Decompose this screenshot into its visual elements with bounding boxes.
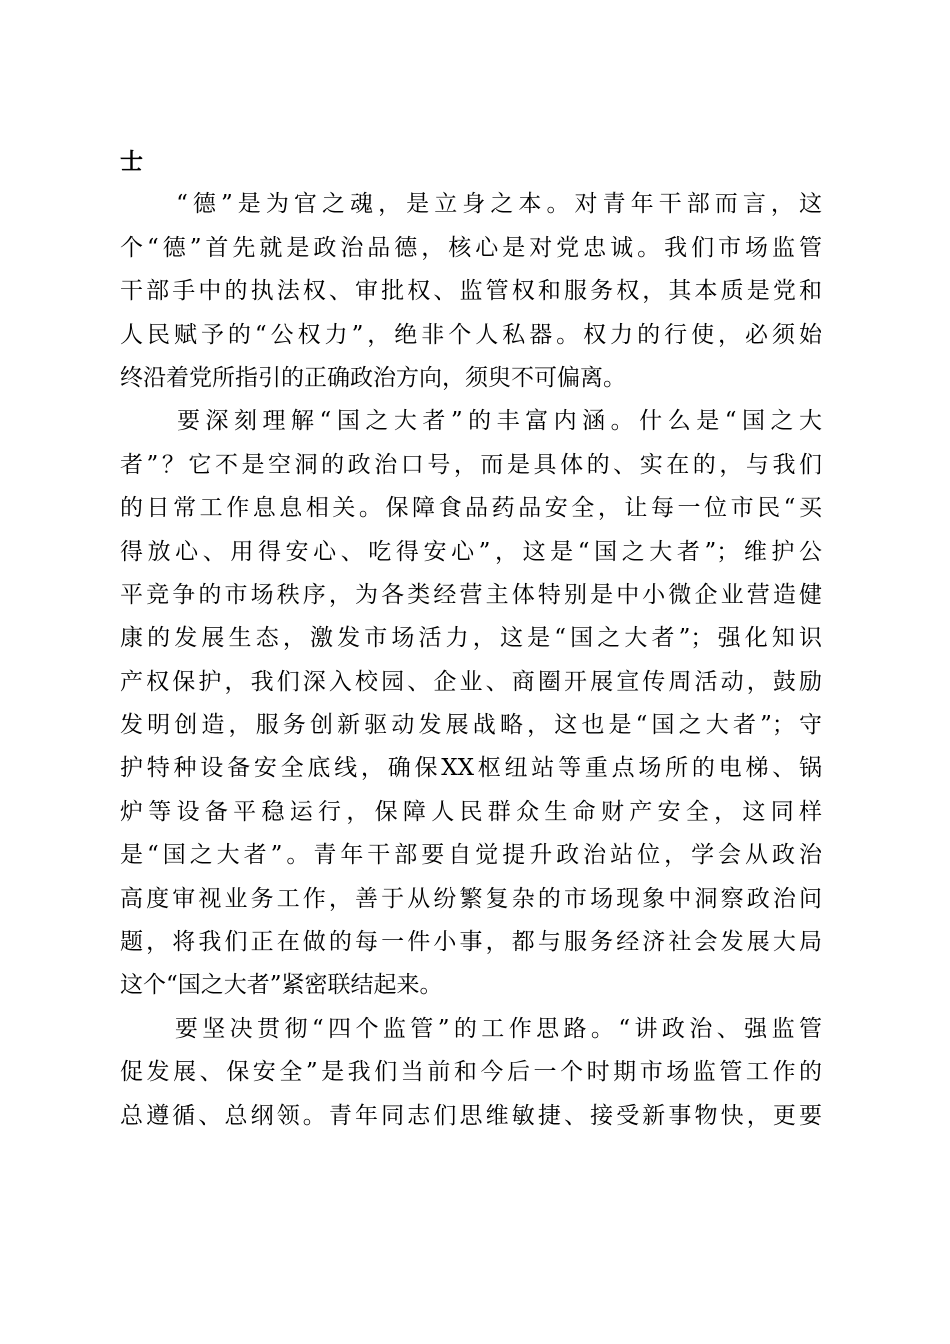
paragraph-line: 高度审视业务工作，善于从纷繁复杂的市场现象中洞察政治问 xyxy=(120,885,822,912)
paragraph-line: 总遵循、总纲领。青年同志们思维敏捷、接受新事物快，更要 xyxy=(120,1102,822,1129)
paragraph-line: 的日常工作息息相关。保障食品药品安全，让每一位市民“买 xyxy=(120,495,822,522)
paragraph-line: 促发展、保安全”是我们当前和今后一个时期市场监管工作的 xyxy=(120,1059,822,1086)
paragraph-line: 是“国之大者”。青年干部要自觉提升政治站位，学会从政治 xyxy=(120,842,822,869)
paragraph-line: 产权保护，我们深入校园、企业、商圈开展宣传周活动，鼓励 xyxy=(120,668,822,695)
paragraph-line: 个“德”首先就是政治品德，核心是对党忠诚。我们市场监管 xyxy=(120,234,822,261)
paragraph-line: 要深刻理解“国之大者”的丰富内涵。什么是“国之大 xyxy=(120,408,822,435)
paragraph-line: 人民赋予的“公权力”，绝非个人私器。权力的行使，必须始 xyxy=(120,321,822,348)
paragraph-de xyxy=(120,183,822,400)
paragraph-line: 护特种设备安全底线，确保XX枢纽站等重点场所的电梯、锅 xyxy=(120,755,822,782)
paragraph-sige-jianguan xyxy=(120,1008,822,1138)
paragraph-line: 平竞争的市场秩序，为各类经营主体特别是中小微企业营造健 xyxy=(120,581,822,608)
paragraph-line: 要坚决贯彻“四个监管”的工作思路。“讲政治、强监管 xyxy=(120,1015,822,1042)
paragraph-line: 炉等设备平稳运行，保障人民群众生命财产安全，这同样 xyxy=(120,798,822,825)
paragraph-line: “德”是为官之魂，是立身之本。对青年干部而言，这 xyxy=(120,191,822,218)
paragraph-line: 康的发展生态，激发市场活力，这是“国之大者”；强化知识 xyxy=(120,625,822,652)
paragraph-line: 发明创造，服务创新驱动发展战略，这也是“国之大者”；守 xyxy=(120,712,822,739)
paragraph-line: 干部手中的执法权、审批权、监管权和服务权，其本质是党和 xyxy=(120,278,822,305)
paragraph-line: 这个“国之大者”紧密联结起来。 xyxy=(120,972,443,999)
heading-tail-text: 士 xyxy=(120,148,143,175)
paragraph-line: 得放心、用得安心、吃得安心”，这是“国之大者”；维护公 xyxy=(120,538,822,565)
paragraph-guozhidazhe xyxy=(120,400,822,1007)
paragraph-line: 终沿着党所指引的正确政治方向，须臾不可偏离。 xyxy=(120,364,626,391)
document-body xyxy=(120,140,822,1138)
paragraph-line: 者”？它不是空洞的政治口号，而是具体的、实在的，与我们 xyxy=(120,451,822,478)
paragraph-line: 题，将我们正在做的每一件小事，都与服务经济社会发展大局 xyxy=(120,929,822,956)
